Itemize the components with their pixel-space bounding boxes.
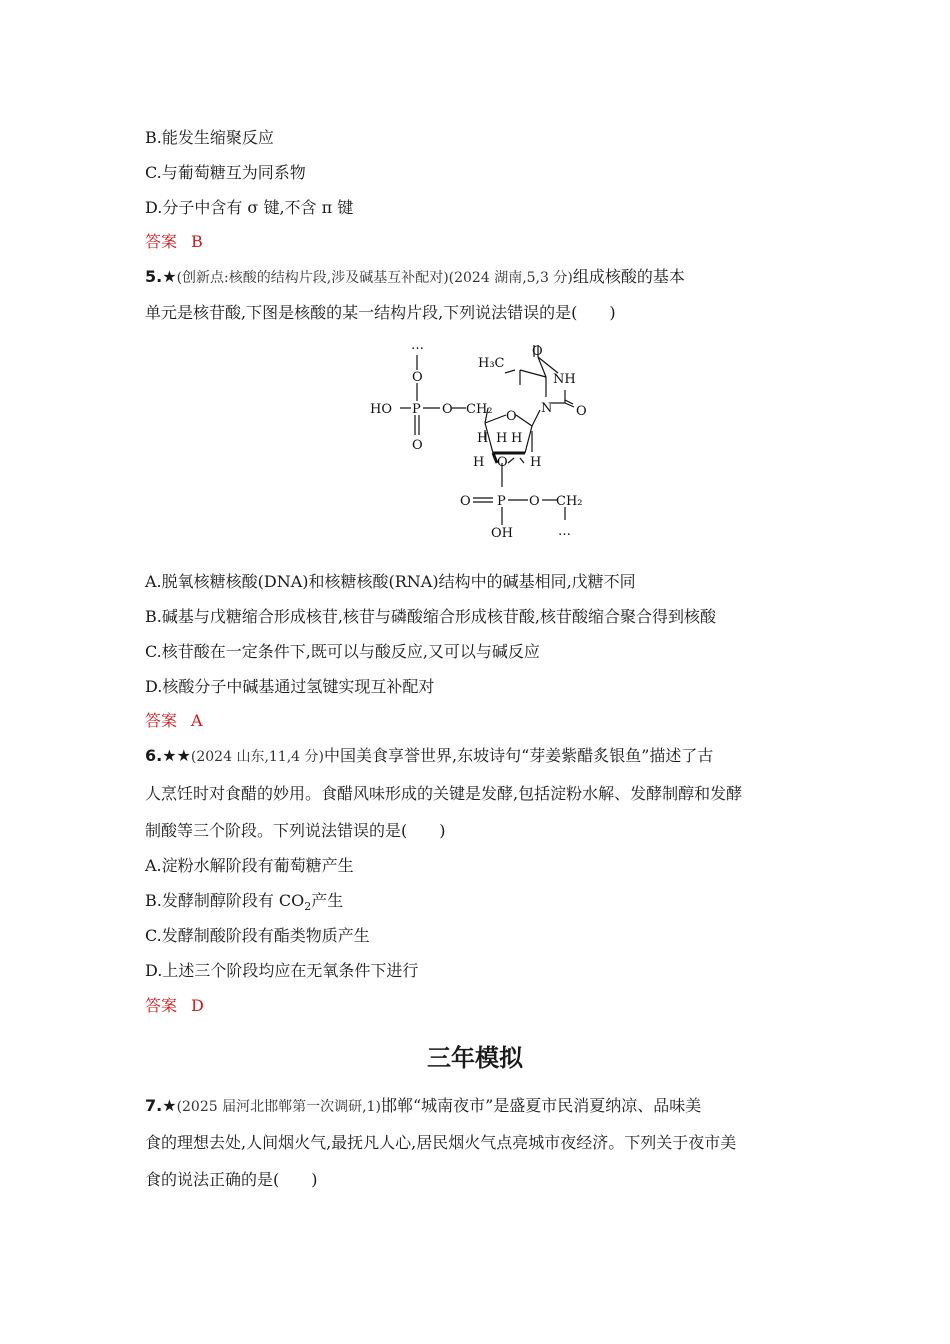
atom-h-5: H: [530, 455, 542, 470]
atom-h-4: H: [473, 455, 485, 470]
q6-option-c: C.发酵制酸阶段有酯类物质产生: [145, 926, 370, 945]
atom-o-carbonyl2: O: [576, 404, 587, 419]
q6-option-b: [145, 891, 343, 917]
question-number: 6.: [145, 746, 163, 765]
atom-ch2-bottom: CH₂: [556, 494, 583, 509]
answer-value: B: [191, 232, 203, 251]
question-text: 组成核酸的基本: [572, 267, 685, 286]
atom-ch2-top: CH₂: [466, 402, 493, 417]
answer-label: 答案: [145, 232, 178, 251]
q7-stem-line1: [145, 1096, 701, 1117]
difficulty-star-icon: ★: [162, 1096, 177, 1115]
atom-o-double-bottom: O: [460, 494, 471, 509]
q6-stem-line2: 人烹饪时对食醋的妙用。食醋风味形成的关键是发酵,包括淀粉水解、发酵制醇和发酵: [145, 784, 743, 803]
q5-option-a: A.脱氧核糖核酸(DNA)和核糖核酸(RNA)结构中的碱基相同,戊糖不同: [145, 572, 636, 591]
atom-h3c: H₃C: [478, 356, 505, 371]
atom-o-double-top: O: [412, 438, 423, 453]
answer-value: D: [191, 996, 204, 1015]
subscript-2: 2: [304, 900, 312, 914]
q4-answer: [145, 232, 203, 252]
q5-option-c: C.核苷酸在一定条件下,既可以与酸反应,又可以与碱反应: [145, 642, 540, 661]
q4-option-c: C.与葡萄糖互为同系物: [145, 163, 306, 182]
atom-h-3: H: [511, 431, 523, 446]
question-text: 中国美食享誉世界,东坡诗句“芽姜紫醋炙银鱼”描述了古: [323, 746, 714, 765]
atom-p-bottom: P: [497, 494, 506, 509]
q5-answer: [145, 711, 203, 731]
atom-o-ester-bottom: O: [529, 494, 540, 509]
atom-nh: NH: [553, 372, 576, 387]
atom-o-3: O: [497, 455, 508, 470]
answer-label: 答案: [145, 996, 178, 1015]
atom-h-1: H: [477, 431, 489, 446]
atom-o-carbonyl: O: [532, 344, 543, 359]
question-text: 邯郸“城南夜市”是盛夏市民消夏纳凉、品味美: [380, 1096, 702, 1115]
atom-o-top: O: [412, 370, 423, 385]
q5-option-b: B.碱基与戊糖缩合形成核苷,核苷与磷酸缩合形成核苷酸,核苷酸缩合聚合得到核酸: [145, 607, 717, 626]
question-source: (2024 山东,11,4 分): [190, 749, 324, 765]
difficulty-star-icon: ★: [162, 267, 177, 286]
q5-stem-line2: 单元是核苷酸,下图是核酸的某一结构片段,下列说法错误的是( ): [145, 303, 616, 322]
answer-value: A: [191, 711, 203, 730]
question-source: (2024 湖南,5,3 分): [448, 270, 573, 286]
q7-stem-line3: 食的说法正确的是( ): [145, 1170, 318, 1189]
atom-h-2: H: [496, 431, 508, 446]
innovation-tag: (创新点:核酸的结构片段,涉及碱基互补配对): [176, 270, 449, 286]
atom-oh: OH: [491, 526, 513, 541]
section-title: 三年模拟: [427, 1044, 523, 1072]
atom-n: N: [541, 401, 553, 416]
option-b-text: B.发酵制醇阶段有 CO: [145, 891, 305, 910]
question-number: 7.: [145, 1096, 163, 1115]
q6-answer: [145, 996, 204, 1016]
option-b-text-end: 产生: [311, 891, 344, 910]
q6-option-a: A.淀粉水解阶段有葡萄糖产生: [145, 856, 354, 875]
question-source: (2025 届河北邯郸第一次调研,1): [176, 1099, 381, 1115]
q7-stem-line2: 食的理想去处,人间烟火气,最抚凡人心,居民烟火气点亮城市夜经济。下列关于夜市美: [145, 1133, 737, 1152]
atom-o-ester-top: O: [442, 402, 453, 417]
q5-stem-line1: [145, 267, 685, 288]
difficulty-star-icon: ★★: [162, 746, 191, 765]
q5-option-d: D.核酸分子中碱基通过氢键实现互补配对: [145, 677, 435, 696]
chain-dots-top: …: [411, 338, 424, 353]
question-number: 5.: [145, 267, 163, 286]
nucleotide-structure-diagram: [360, 335, 600, 545]
q4-option-d: D.分子中含有 σ 键,不含 π 键: [145, 198, 354, 217]
q6-stem-line3: 制酸等三个阶段。下列说法错误的是( ): [145, 821, 446, 840]
q4-option-b: B.能发生缩聚反应: [145, 128, 274, 147]
chain-dots-bottom: …: [558, 524, 571, 539]
answer-label: 答案: [145, 711, 178, 730]
q6-stem-line1: [145, 746, 713, 767]
atom-o-ring: O: [506, 409, 517, 424]
q6-option-d: D.上述三个阶段均应在无氧条件下进行: [145, 961, 419, 980]
atom-p-top: P: [412, 402, 421, 417]
atom-ho: HO: [370, 402, 392, 417]
